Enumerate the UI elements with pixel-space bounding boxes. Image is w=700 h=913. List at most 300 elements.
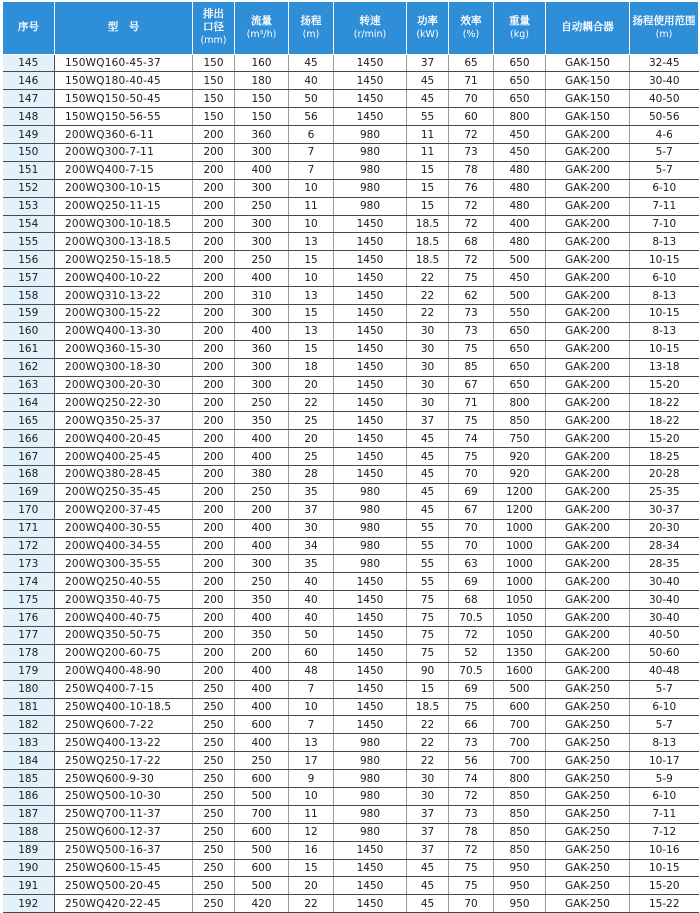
header-unit: (kg) [510, 28, 529, 40]
head-range-cell: 30-40 [630, 591, 699, 609]
power-cell: 30 [407, 788, 449, 806]
flow-cell: 380 [235, 465, 289, 483]
flow-cell: 400 [235, 537, 289, 555]
weight-cell: 1200 [494, 483, 546, 501]
table-row [3, 644, 699, 662]
power-cell: 30 [407, 770, 449, 788]
model-cell: 250WQ400-10-18.5 [55, 698, 193, 716]
coupler-cell: GAK-250 [546, 823, 630, 841]
speed-cell: 1450 [334, 627, 407, 645]
weight-cell: 1000 [494, 555, 546, 573]
coupler-cell: GAK-200 [546, 662, 630, 680]
head-cell: 18 [289, 358, 334, 376]
head-cell: 10 [289, 788, 334, 806]
efficiency-cell: 73 [449, 304, 494, 322]
head-range-cell: 7-11 [630, 197, 699, 215]
power-cell: 18.5 [407, 215, 449, 233]
header-seq [3, 2, 55, 54]
row-seq: 166 [3, 430, 55, 448]
weight-cell: 480 [494, 233, 546, 251]
outlet-diameter-cell: 200 [193, 627, 235, 645]
power-cell: 15 [407, 179, 449, 197]
flow-cell: 400 [235, 662, 289, 680]
head-range-cell: 18-22 [630, 412, 699, 430]
header-head [289, 2, 334, 54]
efficiency-cell: 67 [449, 376, 494, 394]
weight-cell: 850 [494, 823, 546, 841]
coupler-cell: GAK-200 [546, 340, 630, 358]
head-cell: 11 [289, 805, 334, 823]
header-unit: (mm) [200, 35, 227, 47]
head-range-cell: 20-30 [630, 519, 699, 537]
flow-cell: 420 [235, 895, 289, 913]
head-cell: 40 [289, 573, 334, 591]
table-row [3, 269, 699, 287]
table-row [3, 215, 699, 233]
weight-cell: 1000 [494, 573, 546, 591]
header-label: 排出 口径 [203, 8, 224, 34]
speed-cell: 980 [334, 143, 407, 161]
outlet-diameter-cell: 250 [193, 895, 235, 913]
speed-cell: 1450 [334, 322, 407, 340]
model-cell: 250WQ250-17-22 [55, 752, 193, 770]
table-row [3, 304, 699, 322]
head-range-cell: 32-45 [630, 54, 699, 72]
weight-cell: 650 [494, 376, 546, 394]
coupler-cell: GAK-200 [546, 555, 630, 573]
table-row [3, 251, 699, 269]
efficiency-cell: 73 [449, 322, 494, 340]
efficiency-cell: 71 [449, 394, 494, 412]
row-seq: 185 [3, 770, 55, 788]
efficiency-cell: 52 [449, 644, 494, 662]
head-cell: 15 [289, 251, 334, 269]
weight-cell: 500 [494, 287, 546, 305]
power-cell: 11 [407, 126, 449, 144]
head-cell: 7 [289, 716, 334, 734]
efficiency-cell: 68 [449, 233, 494, 251]
head-cell: 10 [289, 698, 334, 716]
efficiency-cell: 71 [449, 72, 494, 90]
model-cell: 200WQ400-25-45 [55, 448, 193, 466]
table-row [3, 680, 699, 698]
efficiency-cell: 70.5 [449, 609, 494, 627]
efficiency-cell: 56 [449, 752, 494, 770]
power-cell: 55 [407, 555, 449, 573]
speed-cell: 980 [334, 823, 407, 841]
outlet-diameter-cell: 250 [193, 788, 235, 806]
power-cell: 55 [407, 519, 449, 537]
flow-cell: 360 [235, 126, 289, 144]
head-range-cell: 5-7 [630, 680, 699, 698]
row-seq: 170 [3, 501, 55, 519]
efficiency-cell: 73 [449, 734, 494, 752]
efficiency-cell: 69 [449, 680, 494, 698]
row-seq: 162 [3, 358, 55, 376]
model-cell: 200WQ250-35-45 [55, 483, 193, 501]
table-row [3, 448, 699, 466]
header-unit: (r/min) [353, 28, 387, 40]
model-cell: 250WQ600-12-37 [55, 823, 193, 841]
weight-cell: 1350 [494, 644, 546, 662]
power-cell: 37 [407, 805, 449, 823]
flow-cell: 250 [235, 483, 289, 501]
head-cell: 35 [289, 483, 334, 501]
speed-cell: 980 [334, 197, 407, 215]
speed-cell: 1450 [334, 394, 407, 412]
head-range-cell: 10-15 [630, 251, 699, 269]
header-weight [494, 2, 546, 54]
flow-cell: 300 [235, 233, 289, 251]
row-seq: 155 [3, 233, 55, 251]
power-cell: 37 [407, 823, 449, 841]
head-cell: 25 [289, 412, 334, 430]
efficiency-cell: 67 [449, 501, 494, 519]
row-seq: 164 [3, 394, 55, 412]
outlet-diameter-cell: 200 [193, 126, 235, 144]
row-seq: 176 [3, 609, 55, 627]
outlet-diameter-cell: 250 [193, 716, 235, 734]
table-row [3, 662, 699, 680]
flow-cell: 400 [235, 161, 289, 179]
header-label: 扬程使用范围 [632, 14, 696, 27]
model-cell: 150WQ180-40-45 [55, 72, 193, 90]
table-row [3, 573, 699, 591]
head-cell: 15 [289, 859, 334, 877]
outlet-diameter-cell: 200 [193, 269, 235, 287]
speed-cell: 1450 [334, 609, 407, 627]
model-cell: 200WQ360-6-11 [55, 126, 193, 144]
head-cell: 37 [289, 501, 334, 519]
coupler-cell: GAK-200 [546, 233, 630, 251]
coupler-cell: GAK-200 [546, 519, 630, 537]
power-cell: 18.5 [407, 251, 449, 269]
weight-cell: 480 [494, 197, 546, 215]
model-cell: 200WQ250-15-18.5 [55, 251, 193, 269]
power-cell: 15 [407, 161, 449, 179]
head-cell: 22 [289, 394, 334, 412]
table-row [3, 895, 699, 913]
model-cell: 200WQ300-7-11 [55, 143, 193, 161]
head-cell: 12 [289, 823, 334, 841]
weight-cell: 800 [494, 770, 546, 788]
table-row [3, 90, 699, 108]
head-range-cell: 10-17 [630, 752, 699, 770]
coupler-cell: GAK-200 [546, 430, 630, 448]
coupler-cell: GAK-200 [546, 537, 630, 555]
coupler-cell: GAK-250 [546, 877, 630, 895]
head-range-cell: 10-15 [630, 340, 699, 358]
model-cell: 200WQ360-15-30 [55, 340, 193, 358]
outlet-diameter-cell: 200 [193, 573, 235, 591]
coupler-cell: GAK-250 [546, 895, 630, 913]
outlet-diameter-cell: 250 [193, 698, 235, 716]
coupler-cell: GAK-200 [546, 215, 630, 233]
row-seq: 167 [3, 448, 55, 466]
outlet-diameter-cell: 150 [193, 72, 235, 90]
outlet-diameter-cell: 200 [193, 322, 235, 340]
outlet-diameter-cell: 250 [193, 752, 235, 770]
head-cell: 13 [289, 287, 334, 305]
outlet-diameter-cell: 200 [193, 591, 235, 609]
weight-cell: 450 [494, 126, 546, 144]
row-seq: 153 [3, 197, 55, 215]
coupler-cell: GAK-250 [546, 805, 630, 823]
row-seq: 186 [3, 788, 55, 806]
model-cell: 200WQ400-20-45 [55, 430, 193, 448]
speed-cell: 1450 [334, 465, 407, 483]
flow-cell: 700 [235, 805, 289, 823]
speed-cell: 980 [334, 770, 407, 788]
row-seq: 178 [3, 644, 55, 662]
efficiency-cell: 72 [449, 126, 494, 144]
head-range-cell: 50-56 [630, 108, 699, 126]
head-range-cell: 7-11 [630, 805, 699, 823]
weight-cell: 850 [494, 805, 546, 823]
flow-cell: 300 [235, 358, 289, 376]
head-range-cell: 4-6 [630, 126, 699, 144]
model-cell: 200WQ400-34-55 [55, 537, 193, 555]
power-cell: 90 [407, 662, 449, 680]
table-row [3, 841, 699, 859]
power-cell: 37 [407, 841, 449, 859]
head-cell: 13 [289, 233, 334, 251]
speed-cell: 1450 [334, 662, 407, 680]
weight-cell: 850 [494, 841, 546, 859]
row-seq: 163 [3, 376, 55, 394]
row-seq: 184 [3, 752, 55, 770]
head-range-cell: 7-10 [630, 215, 699, 233]
weight-cell: 450 [494, 269, 546, 287]
table-row [3, 108, 699, 126]
coupler-cell: GAK-200 [546, 197, 630, 215]
model-cell: 200WQ300-35-55 [55, 555, 193, 573]
power-cell: 75 [407, 644, 449, 662]
outlet-diameter-cell: 200 [193, 662, 235, 680]
efficiency-cell: 72 [449, 215, 494, 233]
row-seq: 169 [3, 483, 55, 501]
efficiency-cell: 66 [449, 716, 494, 734]
weight-cell: 950 [494, 877, 546, 895]
model-cell: 200WQ380-28-45 [55, 465, 193, 483]
flow-cell: 400 [235, 322, 289, 340]
row-seq: 174 [3, 573, 55, 591]
coupler-cell: GAK-250 [546, 859, 630, 877]
speed-cell: 980 [334, 161, 407, 179]
coupler-cell: GAK-250 [546, 698, 630, 716]
header-speed [334, 2, 407, 54]
efficiency-cell: 72 [449, 841, 494, 859]
coupler-cell: GAK-200 [546, 448, 630, 466]
coupler-cell: GAK-150 [546, 54, 630, 72]
head-cell: 10 [289, 269, 334, 287]
efficiency-cell: 70 [449, 895, 494, 913]
outlet-diameter-cell: 200 [193, 537, 235, 555]
weight-cell: 850 [494, 788, 546, 806]
outlet-diameter-cell: 150 [193, 54, 235, 72]
header-unit: (kW) [416, 28, 439, 40]
power-cell: 45 [407, 859, 449, 877]
outlet-diameter-cell: 200 [193, 519, 235, 537]
row-seq: 149 [3, 126, 55, 144]
table-row [3, 340, 699, 358]
flow-cell: 200 [235, 501, 289, 519]
head-range-cell: 40-48 [630, 662, 699, 680]
model-cell: 200WQ300-20-30 [55, 376, 193, 394]
outlet-diameter-cell: 200 [193, 555, 235, 573]
row-seq: 161 [3, 340, 55, 358]
efficiency-cell: 72 [449, 251, 494, 269]
power-cell: 45 [407, 465, 449, 483]
table-row [3, 627, 699, 645]
power-cell: 30 [407, 394, 449, 412]
flow-cell: 400 [235, 734, 289, 752]
power-cell: 22 [407, 734, 449, 752]
model-cell: 200WQ350-50-75 [55, 627, 193, 645]
speed-cell: 1450 [334, 412, 407, 430]
outlet-diameter-cell: 200 [193, 501, 235, 519]
weight-cell: 1000 [494, 519, 546, 537]
header-label: 扬程 [300, 14, 322, 27]
power-cell: 45 [407, 90, 449, 108]
flow-cell: 250 [235, 573, 289, 591]
flow-cell: 300 [235, 555, 289, 573]
row-seq: 173 [3, 555, 55, 573]
row-seq: 182 [3, 716, 55, 734]
head-range-cell: 30-37 [630, 501, 699, 519]
power-cell: 30 [407, 340, 449, 358]
head-range-cell: 30-40 [630, 609, 699, 627]
header-outlet-diameter [193, 2, 235, 54]
power-cell: 45 [407, 501, 449, 519]
head-range-cell: 5-9 [630, 770, 699, 788]
efficiency-cell: 72 [449, 627, 494, 645]
coupler-cell: GAK-200 [546, 358, 630, 376]
coupler-cell: GAK-200 [546, 376, 630, 394]
table-row [3, 859, 699, 877]
header-label: 流量 [251, 14, 272, 27]
outlet-diameter-cell: 150 [193, 108, 235, 126]
outlet-diameter-cell: 200 [193, 394, 235, 412]
outlet-diameter-cell: 200 [193, 358, 235, 376]
head-range-cell: 15-20 [630, 877, 699, 895]
flow-cell: 160 [235, 54, 289, 72]
header-label: 自动耦合器 [561, 21, 614, 34]
table-row [3, 179, 699, 197]
table-row [3, 161, 699, 179]
speed-cell: 1450 [334, 90, 407, 108]
header-unit: (m) [302, 28, 320, 40]
header-efficiency [449, 2, 494, 54]
efficiency-cell: 70 [449, 90, 494, 108]
weight-cell: 650 [494, 340, 546, 358]
head-range-cell: 28-35 [630, 555, 699, 573]
flow-cell: 300 [235, 376, 289, 394]
flow-cell: 250 [235, 197, 289, 215]
speed-cell: 1450 [334, 716, 407, 734]
model-cell: 200WQ350-25-37 [55, 412, 193, 430]
outlet-diameter-cell: 200 [193, 215, 235, 233]
coupler-cell: GAK-200 [546, 269, 630, 287]
weight-cell: 650 [494, 72, 546, 90]
model-cell: 150WQ150-56-55 [55, 108, 193, 126]
coupler-cell: GAK-250 [546, 734, 630, 752]
head-cell: 30 [289, 519, 334, 537]
table-row [3, 591, 699, 609]
table-row [3, 376, 699, 394]
efficiency-cell: 70 [449, 465, 494, 483]
head-cell: 20 [289, 376, 334, 394]
speed-cell: 1450 [334, 251, 407, 269]
weight-cell: 450 [494, 143, 546, 161]
head-cell: 20 [289, 877, 334, 895]
weight-cell: 800 [494, 394, 546, 412]
flow-cell: 400 [235, 269, 289, 287]
coupler-cell: GAK-200 [546, 627, 630, 645]
power-cell: 30 [407, 358, 449, 376]
coupler-cell: GAK-200 [546, 465, 630, 483]
model-cell: 250WQ400-13-22 [55, 734, 193, 752]
outlet-diameter-cell: 200 [193, 304, 235, 322]
outlet-diameter-cell: 200 [193, 197, 235, 215]
coupler-cell: GAK-200 [546, 501, 630, 519]
model-cell: 250WQ600-9-30 [55, 770, 193, 788]
table-row [3, 555, 699, 573]
head-range-cell: 5-7 [630, 143, 699, 161]
model-cell: 200WQ250-40-55 [55, 573, 193, 591]
header-unit: (%) [462, 28, 480, 40]
head-range-cell: 40-50 [630, 627, 699, 645]
efficiency-cell: 73 [449, 805, 494, 823]
table-body [3, 54, 699, 913]
efficiency-cell: 75 [449, 877, 494, 895]
coupler-cell: GAK-250 [546, 770, 630, 788]
coupler-cell: GAK-250 [546, 841, 630, 859]
row-seq: 189 [3, 841, 55, 859]
power-cell: 15 [407, 680, 449, 698]
speed-cell: 1450 [334, 644, 407, 662]
power-cell: 22 [407, 304, 449, 322]
flow-cell: 300 [235, 143, 289, 161]
flow-cell: 500 [235, 877, 289, 895]
header-head-range [630, 2, 699, 54]
flow-cell: 400 [235, 680, 289, 698]
head-cell: 28 [289, 465, 334, 483]
power-cell: 45 [407, 448, 449, 466]
header-unit: (m³/h) [246, 28, 277, 40]
outlet-diameter-cell: 200 [193, 143, 235, 161]
speed-cell: 1450 [334, 680, 407, 698]
flow-cell: 250 [235, 394, 289, 412]
table-row [3, 394, 699, 412]
weight-cell: 400 [494, 215, 546, 233]
speed-cell: 1450 [334, 358, 407, 376]
model-cell: 250WQ400-7-15 [55, 680, 193, 698]
efficiency-cell: 76 [449, 179, 494, 197]
flow-cell: 300 [235, 304, 289, 322]
header-label: 重量 [509, 14, 530, 27]
row-seq: 150 [3, 143, 55, 161]
flow-cell: 500 [235, 788, 289, 806]
head-cell: 6 [289, 126, 334, 144]
head-cell: 50 [289, 90, 334, 108]
row-seq: 165 [3, 412, 55, 430]
outlet-diameter-cell: 200 [193, 287, 235, 305]
head-cell: 20 [289, 430, 334, 448]
head-cell: 25 [289, 448, 334, 466]
weight-cell: 1050 [494, 627, 546, 645]
coupler-cell: GAK-200 [546, 644, 630, 662]
